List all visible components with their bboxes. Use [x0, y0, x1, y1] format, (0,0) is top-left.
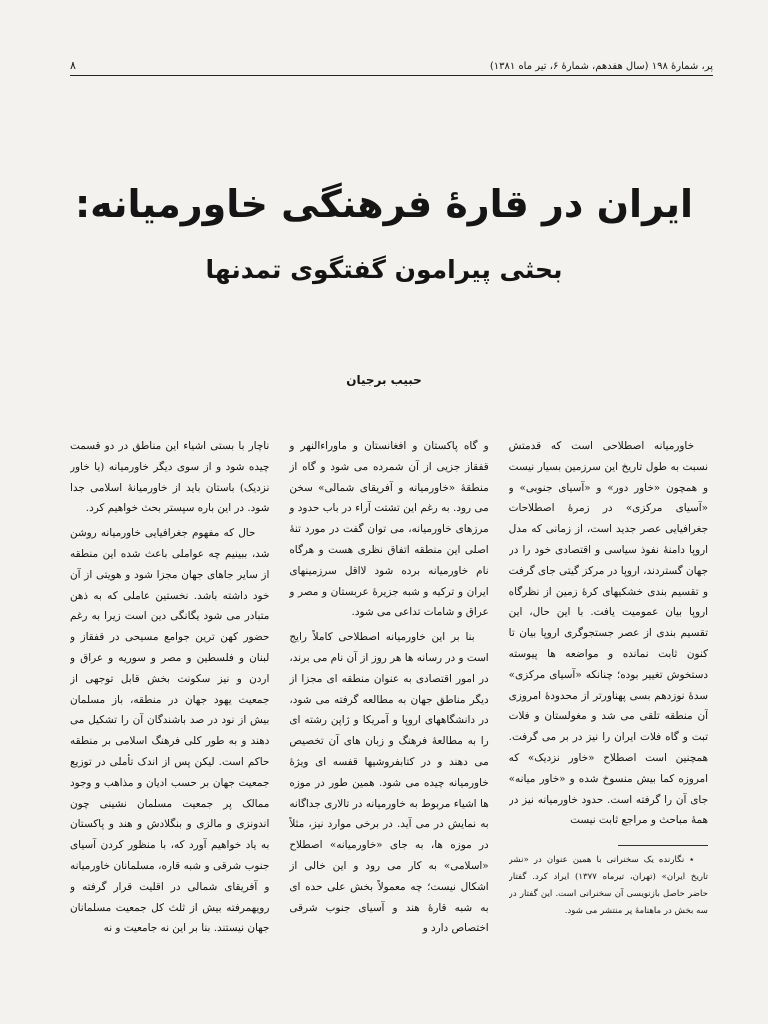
paragraph: بنا بر این خاورمیانه اصطلاحی کاملاً رایج است و در رسانه ها هر روز از آن نام می برند، در امور اقتصادی به عنوان منطقه ای مجزا از دیگر مناطق جهان به مطالعه گرفته می شود، در دانشگاههای اروپا و آمریکا و ژاپن رشته ای را به مطالعهٔ فرهنگ و زبان های آن تخصیص می دهند و در کتابفروشیها قفسه ای ویژهٔ خاورمیانه چیده می شود. همین طور در موزه ها اشیاء مربوط به خاورمیانه در تالاری جداگانه به نمایش در می آید. در برخی موارد نیز، مثلاً در موزه ها، به جای «خاورمیانه» اصطلاح «اسلامی» به کار می رود و این خالی از اشکال نیست؛ چه معمولاً بخش علی حده ای به شبه قارهٔ هند و آسیای جنوب شرقی اختصاص دارد و [289, 631, 489, 935]
page-number: ۸ [70, 59, 76, 72]
column-1 [509, 436, 708, 956]
running-header [70, 54, 713, 76]
column-2 [289, 436, 488, 956]
paragraph: و گاه پاکستان و افغانستان و ماوراءالنهر و قفقاز جزیی از آن شمرده می شود و گاه از منطقهٔ «خاورمیانه و آفریقای شمالی» سخن می رود. به رغم این تشتت آراء در باب حدود و مرزهای خاورمیانه، می توان گفت در مورد تنهٔ اصلی این منطقه اتفاق نظری هست و هرگاه نام خاورمیانه برده شود لااقل سرزمینهای ایران و ترکیه و شبه جزیرهٔ عربستان و مصر و عراق و شامات تداعی می شود. [289, 440, 489, 619]
paragraph: خاورمیانه اصطلاحی است که قدمتش نسبت به طول تاریخ این سرزمین بسیار نیست و همچون «خاور دور» و «آسیای جنوبی» و «آسیای مرکزی» در زمرهٔ اصطلاحات جغرافیایی عصر جدید است، از زمانی که مدل اروپا دامنهٔ نفوذ سیاسی و اقتصادی خود را در جهان گستردند، اروپا در مرکز گیتی جای گرفت و تقسیم بندی خشکیهای کرهٔ زمین از نظرگاه اروپا بیان عمومیت یافت. با این حال، این تقسیم بندی از عصر جستجوگری اروپا بیان تا کنون ثابت نمانده و مواضعه ها پیوسته دستخوش تغییر بوده؛ چنانکه «آسیای مرکزی» سدهٔ نوزدهم بسی پهناورتر از محدودهٔ امروزی آن منطقه تلقی می شد و مغولستان و فلات تبت و گاه فلات ایران را نیز در بر می گرفت. همچنین است اصطلاح «خاور نزدیک» که امروزه کما بیش منسوخ شده و «خاور میانه» جای آن را گرفته است. حدود خاورمیانه نیز در همهٔ مباحث و مراجع ثابت نیست [508, 440, 708, 827]
article-author: حبیب برجیان [346, 373, 422, 387]
footnote-divider [618, 845, 708, 846]
column-3 [70, 436, 269, 956]
article-subtitle: بحثی پیرامون گفتگوی تمدنها [205, 255, 563, 284]
paragraph: ناچار با بستی اشیاء این مناطق در دو قسمت چیده شود و از سوی دیگر خاورمیانه (یا خاور نزدیک) باستان باید از خاورمیانهٔ اسلامی جدا شود. در این باره سپستر بحث خواهیم کرد. [70, 440, 270, 515]
body-columns [70, 436, 708, 956]
footnote: ٭ نگارنده یک سخنرانی با همین عنوان در «نشر تاریخ ایران» (تهران، تیرماه ۱۳۷۷) ایراد کرد. گفتار حاضر حاصل بازنویسی آن سخنرانی است. این گفتار در سه بخش در ماهنامهٔ پر منتشر می شود. [508, 855, 708, 917]
paragraph: حال که مفهوم جغرافیایی خاورمیانه روشن شد، ببینیم چه عواملی باعث شده این منطقه از سایر جاهای جهان مجزا شود و هویتی از آن خود داشته باشد. نخستین عاملی که به ذهن متبادر می شود یگانگی دین است زیرا به رغم حضور کهن ترین جوامع مسیحی در قفقاز و لبنان و فلسطین و مصر و سوریه و عراق و اردن و نیز سکونت بخش قابل توجهی از جمعیت یهود جهان در منطقه، باز مسلمان بیش از نود در صد باشندگان آن را تشکیل می دهند و به طور کلی فرهنگ اسلامی بر منطقه حاکم است. لیکن پس از اندک تأملی در توزیع جمعیت جهان بر حسب ادیان و مذاهب و وجود ممالک پر جمعیت مسلمان نشینی چون اندونزی و مالزی و بنگلادش و هند و پاکستان به یاد خواهیم آورد که، با منظور کردن آسیای جنوب شرقی و شبه قاره، مسلمانان خاورمیانه و آفریقای شمالی در اقلیت قرار گرفته و رویهمرفته بیش از ثلث کل جمعیت مسلمانان جهان نیستند. بنا بر این نه جامعیت و نه [70, 527, 270, 935]
article-title: ایران در قارهٔ فرهنگی خاورمیانه: [74, 182, 694, 226]
journal-info: پر، شمارهٔ ۱۹۸ (سال هفدهم، شمارهٔ ۶، تیر ماه ۱۳۸۱) [489, 61, 713, 72]
